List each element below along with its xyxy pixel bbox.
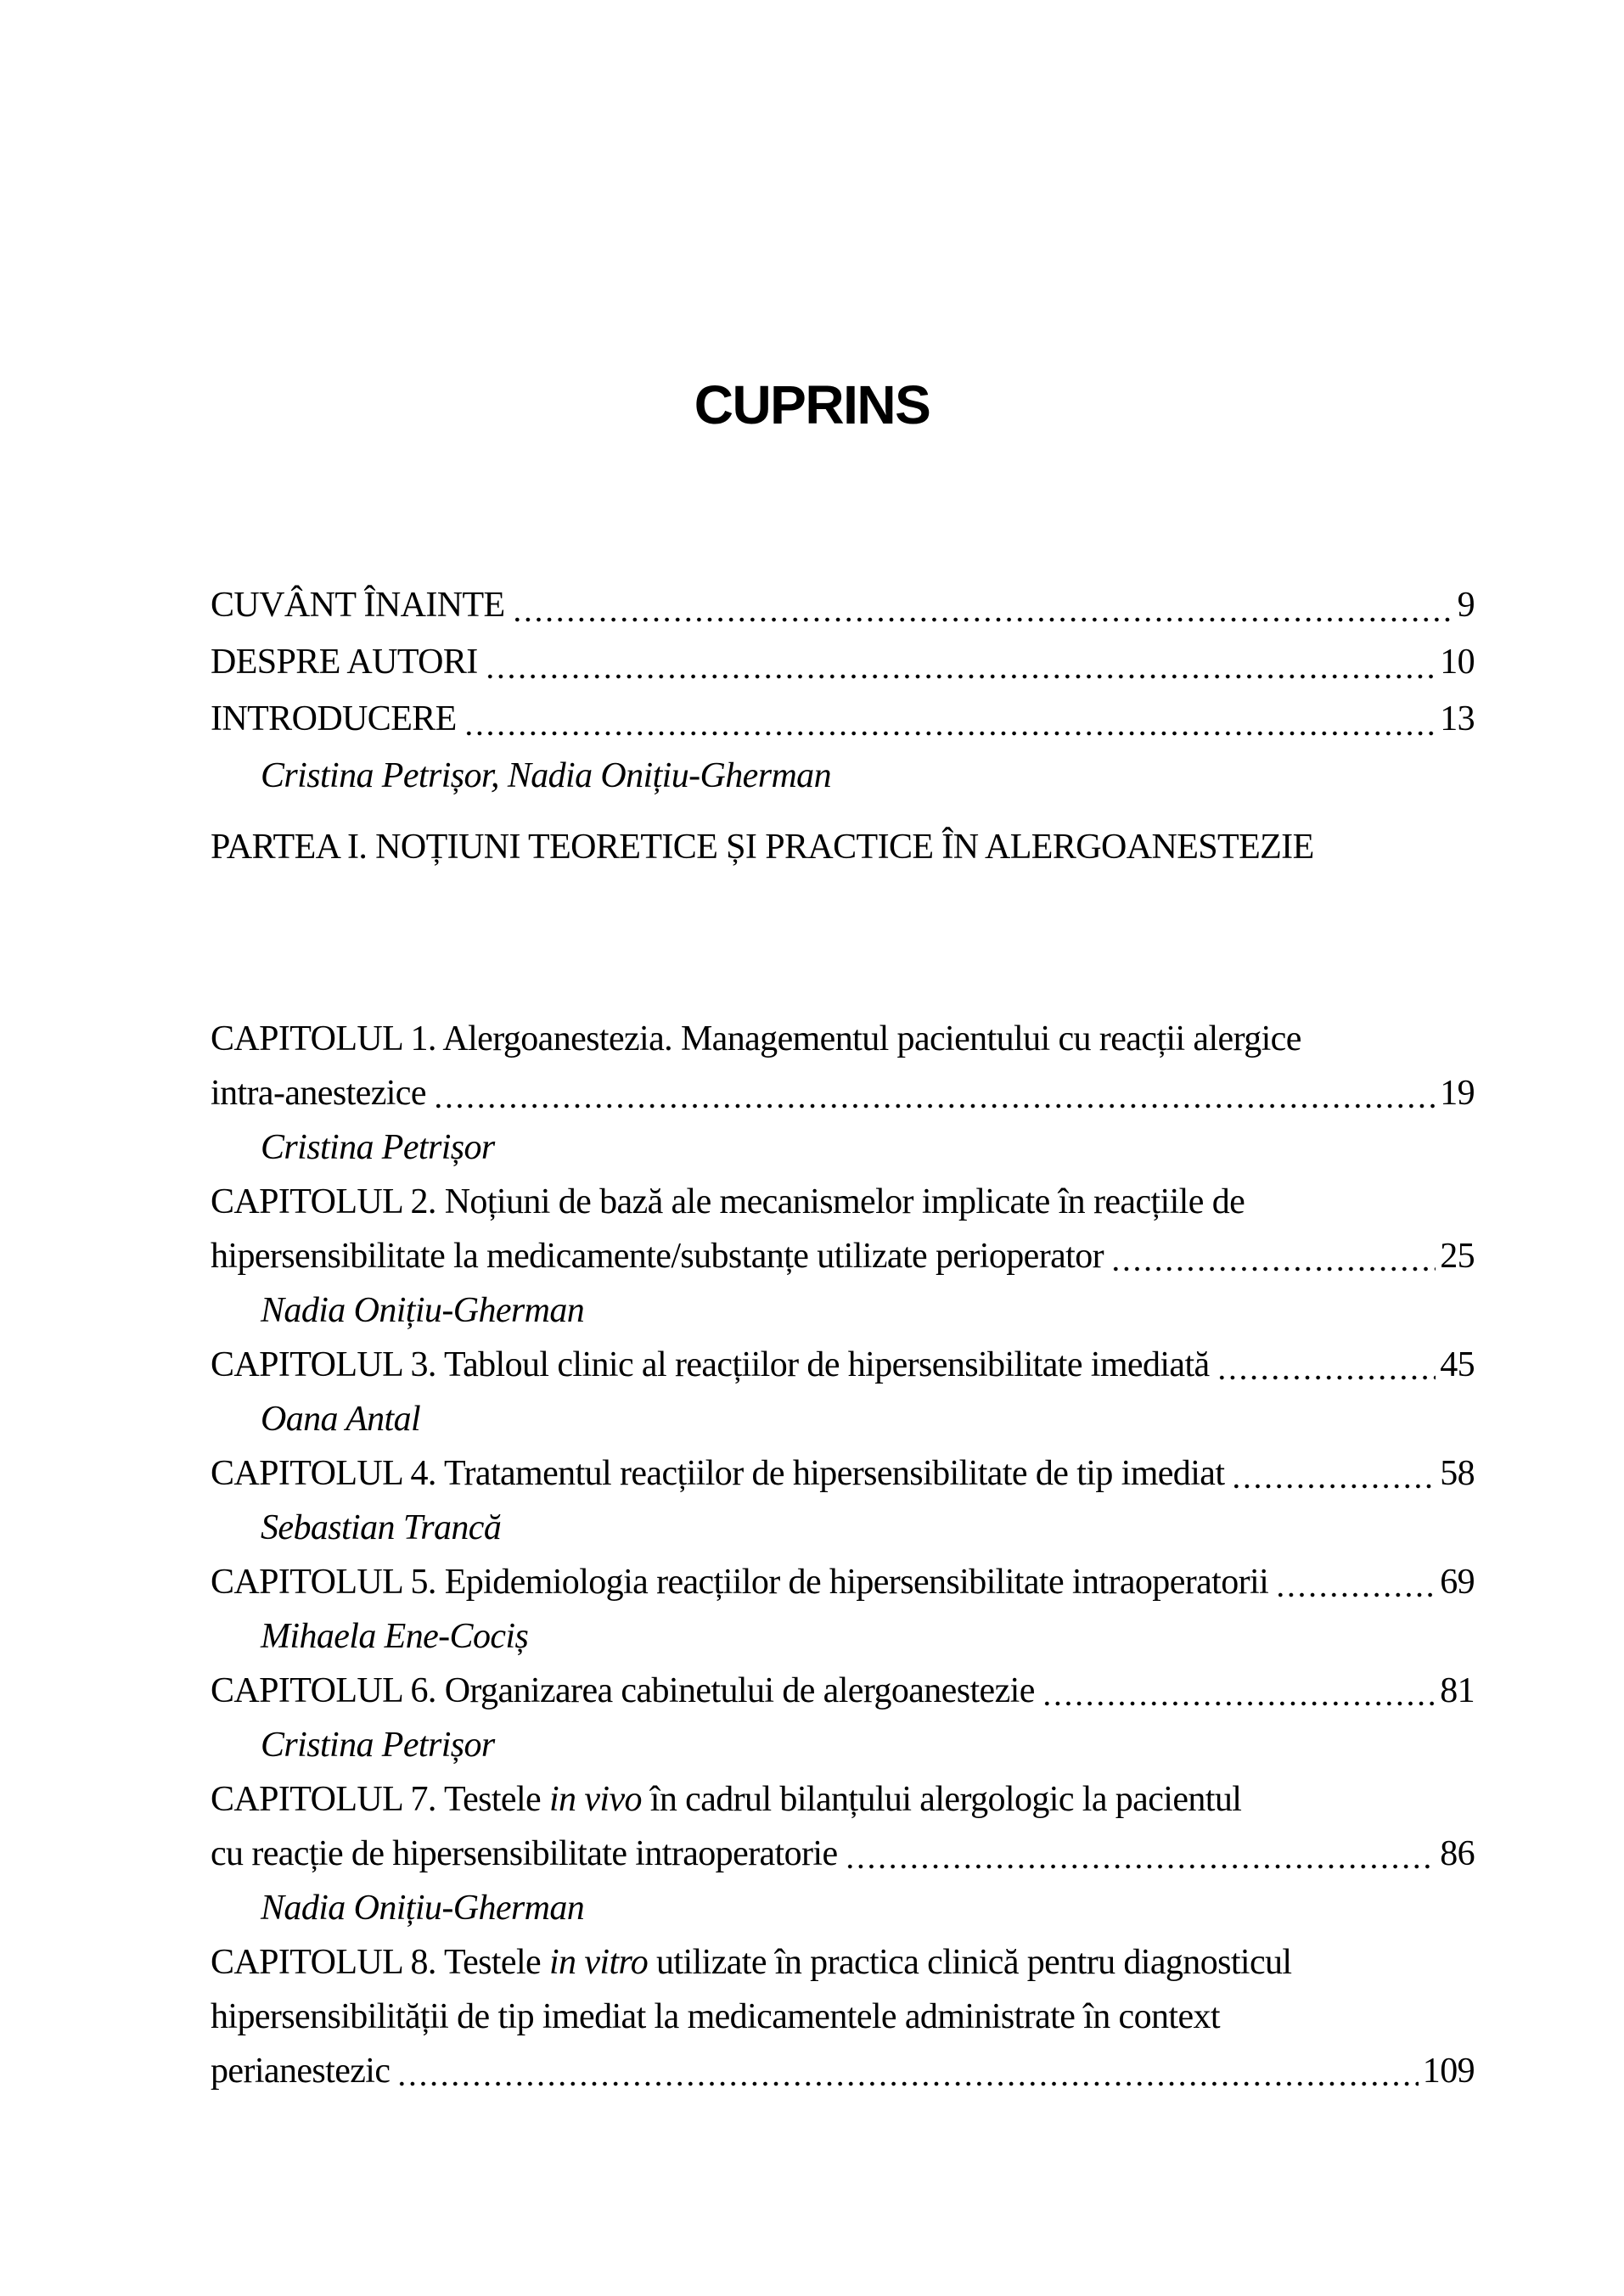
chapter-author: Sebastian Trancă xyxy=(261,1508,502,1547)
chapter-title-continuation xyxy=(211,1827,1475,1881)
dot-leader xyxy=(485,634,1436,691)
chapter-entry xyxy=(211,1555,1475,1664)
chapter-entry xyxy=(211,1664,1475,1772)
dot-leader xyxy=(1275,1555,1436,1609)
chapter-entry xyxy=(211,1446,1475,1555)
page-number: 81 xyxy=(1440,1671,1475,1710)
front-matter-section xyxy=(211,577,1475,805)
chapter-title-continuation xyxy=(211,1229,1475,1283)
chapter-title xyxy=(211,1555,1475,1609)
dot-leader xyxy=(1042,1664,1436,1718)
page-number: 25 xyxy=(1440,1237,1475,1276)
chapter-title xyxy=(211,1446,1475,1501)
chapter-author: Cristina Petrișor xyxy=(261,1726,495,1765)
chapter-author: Mihaela Ene-Cociș xyxy=(261,1617,529,1656)
toc-content xyxy=(211,577,1475,2098)
toc-entry-label: CAPITOLUL 4. Tratamentul reacțiilor de hipersensibilitate de tip imediat xyxy=(211,1454,1225,1493)
toc-entry xyxy=(211,577,1475,634)
chapter-author: Nadia Onițiu-Gherman xyxy=(261,1291,585,1330)
chapter-title-text: în cadrul bilanțului alergologic la pacientul xyxy=(641,1780,1242,1819)
chapter-author: Nadia Onițiu-Gherman xyxy=(261,1889,585,1928)
chapter-title xyxy=(211,1772,1475,1827)
toc-entry-label: CAPITOLUL 5. Epidemiologia reacțiilor de hipersensibilitate intraoperatorii xyxy=(211,1563,1269,1602)
toc-entry xyxy=(211,634,1475,691)
page-number: 86 xyxy=(1440,1834,1475,1873)
dot-leader xyxy=(433,1066,1436,1120)
chapter-entry xyxy=(211,1175,1475,1338)
chapter-title: CAPITOLUL 2. Noțiuni de bază ale mecanismelor implicate în reacțiile de xyxy=(211,1182,1245,1221)
front-matter-authors: Cristina Petrișor, Nadia Onițiu-Gherman xyxy=(261,756,831,795)
chapter-title-italic: in vitro xyxy=(548,1943,649,1982)
page-title: CUPRINS xyxy=(694,374,930,435)
dot-leader xyxy=(396,2044,1418,2098)
chapter-title-continuation xyxy=(211,2044,1475,2098)
chapter-title: CAPITOLUL 1. Alergoanestezia. Managementul pacientului cu reacții alergice xyxy=(211,1019,1301,1058)
dot-leader xyxy=(1231,1446,1436,1501)
chapter-list xyxy=(211,1012,1475,2098)
chapter-author: Cristina Petrișor xyxy=(261,1128,495,1167)
chapter-entry xyxy=(211,1772,1475,1935)
dot-leader xyxy=(464,691,1436,748)
page-number: 45 xyxy=(1440,1345,1475,1384)
chapter-author: Oana Antal xyxy=(261,1400,421,1439)
chapter-title-italic: in vivo xyxy=(548,1780,642,1819)
page-number: 10 xyxy=(1440,643,1475,682)
toc-entry-label: cu reacție de hipersensibilitate intraoperatorie xyxy=(211,1834,838,1873)
page-number: 58 xyxy=(1440,1454,1475,1493)
toc-entry-label: intra-anestezice xyxy=(211,1074,426,1113)
chapter-title-text: CAPITOLUL 8. Testele xyxy=(211,1943,549,1982)
toc-entry-label: CAPITOLUL 3. Tabloul clinic al reacțiilor de hipersensibilitate imediată xyxy=(211,1345,1210,1384)
page-number: 19 xyxy=(1440,1074,1475,1113)
toc-entry-label: hipersensibilitate la medicamente/substanțe utilizate perioperator xyxy=(211,1237,1104,1276)
chapter-title-continuation: hipersensibilității de tip imediat la medicamentele administrate în context xyxy=(211,1997,1220,2036)
page-number: 13 xyxy=(1440,699,1475,738)
page-number: 9 xyxy=(1457,586,1475,625)
chapter-entry xyxy=(211,1935,1475,2098)
page-number: 69 xyxy=(1440,1563,1475,1602)
toc-entry-label: CUVÂNT ÎNAINTE xyxy=(211,586,505,625)
chapter-title xyxy=(211,1935,1475,1990)
toc-entry-label: DESPRE AUTORI xyxy=(211,643,478,682)
chapter-title xyxy=(211,1338,1475,1392)
part-heading: PARTEA I. NOȚIUNI TEORETICE ȘI PRACTICE ÎN ALERGOANESTEZIE xyxy=(211,828,1314,867)
dot-leader xyxy=(845,1827,1436,1881)
chapter-title-text: CAPITOLUL 7. Testele xyxy=(211,1780,549,1819)
dot-leader xyxy=(1110,1229,1436,1283)
toc-entry-label: INTRODUCERE xyxy=(211,699,457,738)
toc-entry-label: CAPITOLUL 6. Organizarea cabinetului de alergoanestezie xyxy=(211,1671,1035,1710)
chapter-entry xyxy=(211,1012,1475,1175)
chapter-title-text: utilizate în practica clinică pentru diagnosticul xyxy=(648,1943,1292,1982)
chapter-entry xyxy=(211,1338,1475,1446)
page-number: 109 xyxy=(1422,2052,1475,2091)
chapter-title xyxy=(211,1664,1475,1718)
toc-entry xyxy=(211,691,1475,748)
chapter-title-continuation xyxy=(211,1066,1475,1120)
dot-leader xyxy=(512,577,1453,634)
dot-leader xyxy=(1217,1338,1436,1392)
toc-entry-label: perianestezic xyxy=(211,2052,391,2091)
